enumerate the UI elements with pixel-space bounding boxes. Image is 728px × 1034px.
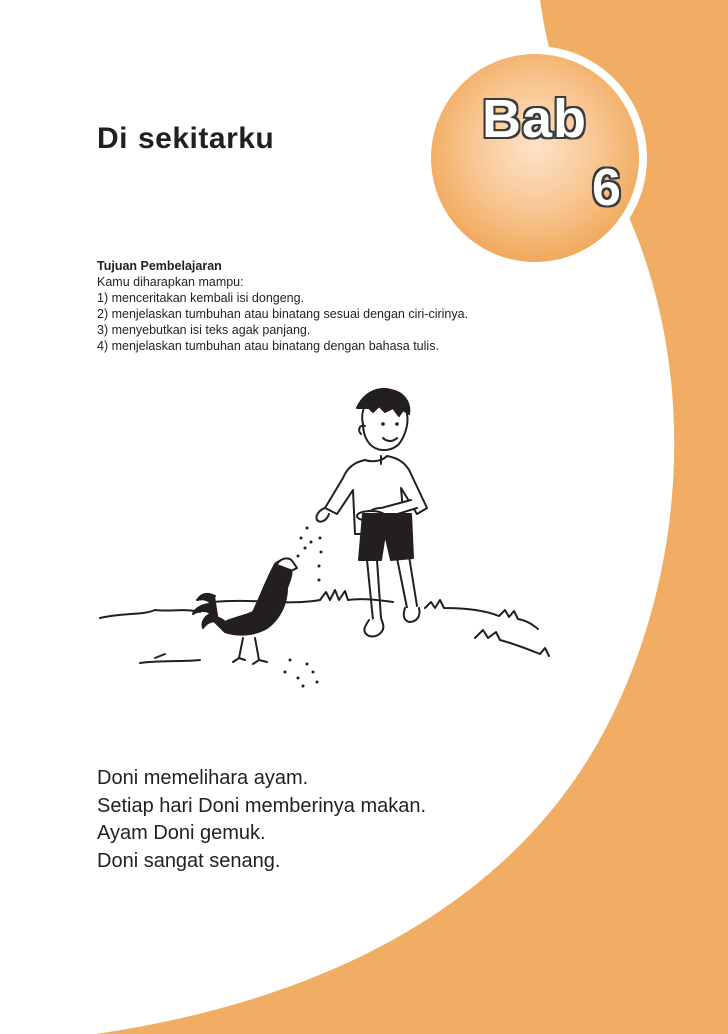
- chapter-label: Bab: [482, 89, 588, 149]
- story-line: Doni memelihara ayam.: [97, 767, 309, 789]
- learning-objectives: [97, 258, 468, 354]
- boy-feeding-chicken-illustration: [95, 380, 575, 700]
- title-word-2: sekitarku: [138, 122, 275, 155]
- objective-item: 1) menceritakan kembali isi dongeng.: [97, 291, 305, 305]
- story-text: [97, 765, 426, 875]
- story-line: Doni sangat senang.: [97, 849, 281, 872]
- story-line: Setiap hari Doni memberinya makan.: [97, 794, 427, 817]
- objectives-heading: Tujuan Pembelajaran: [97, 259, 222, 273]
- objective-item: 4) menjelaskan tumbuhan atau binatang dengan bahasa tulis.: [97, 339, 439, 353]
- title-word-1: Di: [97, 122, 128, 155]
- objective-item: 2) menjelaskan tumbuhan atau binatang sesuai dengan ciri-cirinya.: [97, 307, 469, 321]
- chapter-number: 6: [592, 159, 621, 217]
- objectives-intro: Kamu diharapkan mampu:: [97, 275, 244, 289]
- chapter-title: [97, 122, 274, 156]
- objective-item: 3) menyebutkan isi teks agak panjang.: [97, 323, 311, 337]
- story-line: Ayam Doni gemuk.: [97, 822, 266, 844]
